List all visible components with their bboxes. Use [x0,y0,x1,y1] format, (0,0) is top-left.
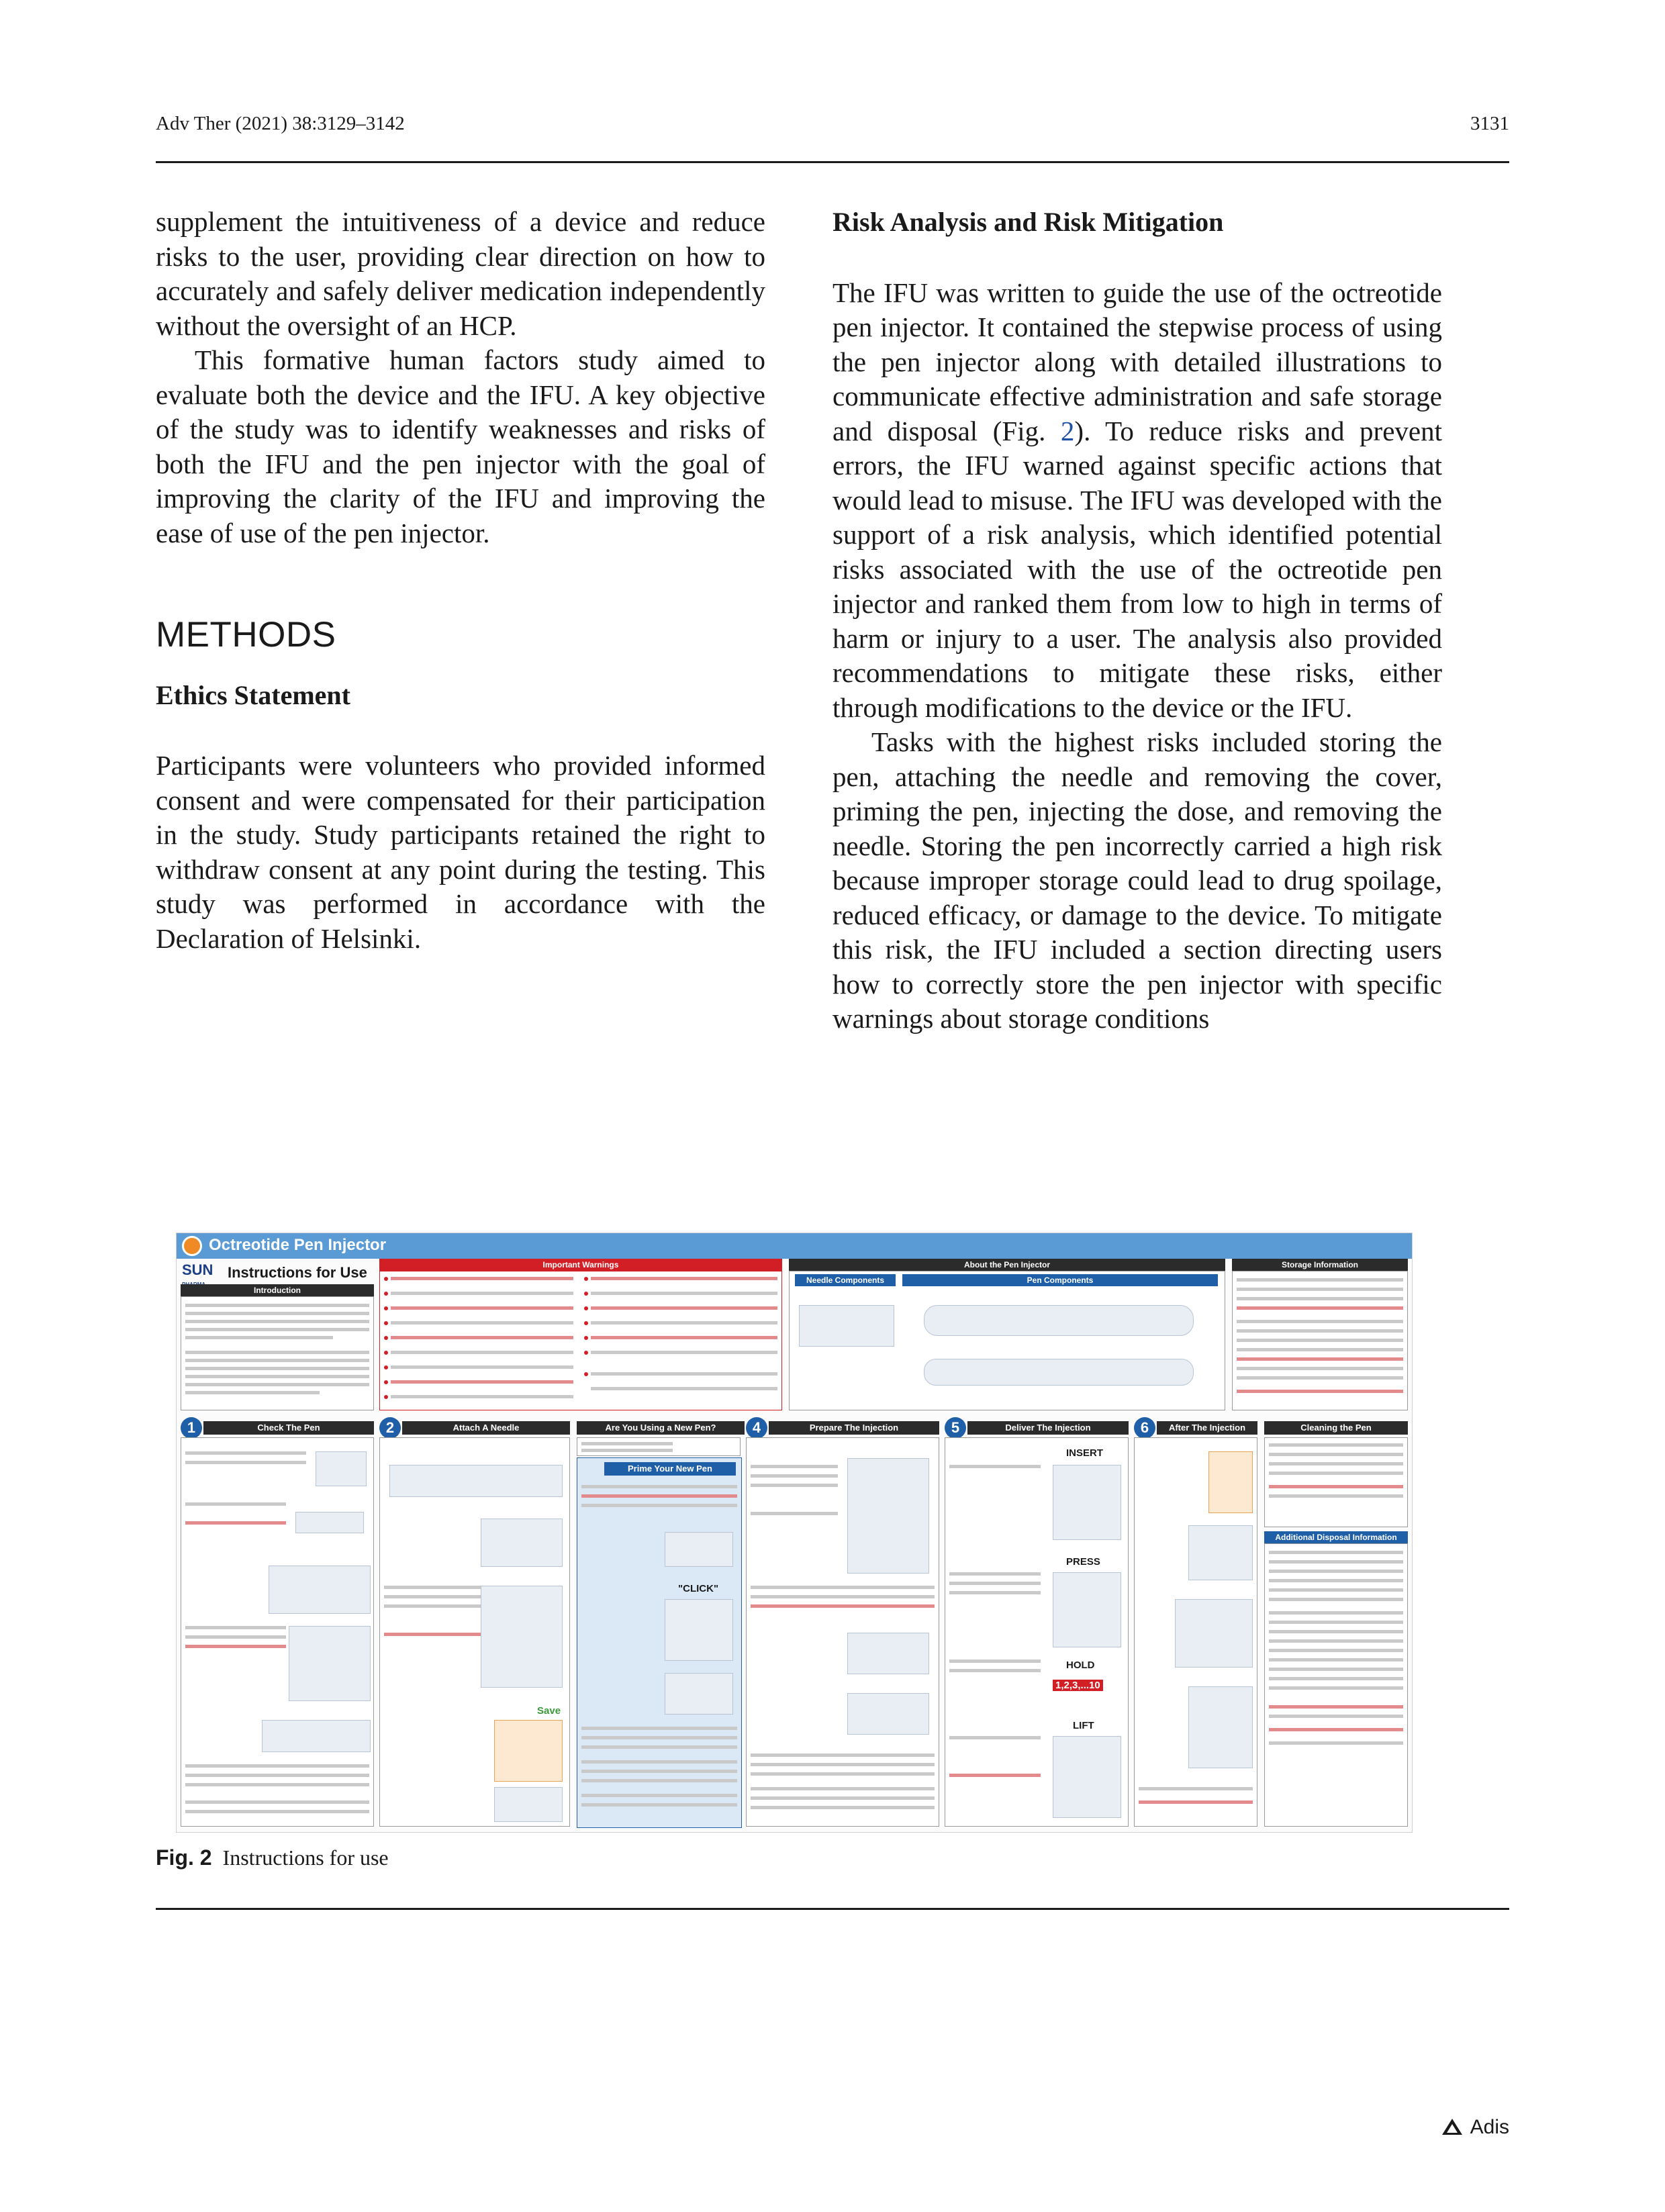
new-pen-question-panel [577,1437,741,1456]
paragraph: Tasks with the highest risks included storing the pen, attaching the needle and removing the cover, priming the pen, injecting the dose, and removing the needle. Storing the pen incorrectly carried a high risk because improper storage could lead to drug spoilage, reduced efficacy, or damage to the device. To mitigate this risk, the IFU included a section directing users how to correctly store the pen injector with specific warnings about storage conditions [832,726,1442,1034]
section-heading: METHODS [156,615,336,655]
wash-hands-illustration [316,1451,367,1486]
about-pen-panel [789,1271,1225,1410]
publisher-logo: Adis [1442,2116,1509,2139]
disposal-panel [1264,1543,1408,1827]
thick-line-illustration [262,1720,371,1752]
paragraph: The IFU was written to guide the use of the octreotide pen injector. It contained the stepwise process of using the pen injector along with detailed illustrations to communicate effective administration and safe storage and disposal (Fig. 2). To reduce risks and prevent errors, the IFU warned against specific actions that would lead to misuse. The IFU was developed with the support of a risk analysis, which identified potential risks associated with the use of the octreotide pen injector and ranked them from low to high in terms of harm or injury to a user. The analysis also provided recommendations to mitigate these risks, either through modifications to the device or the IFU. [832,277,1442,723]
step-6-header: After The Injection [1157,1421,1257,1435]
needle-components-header: Needle Components [795,1274,896,1286]
lift-label: LIFT [1073,1720,1094,1731]
ifu-banner [177,1233,1412,1259]
page-number: 3131 [1470,113,1509,134]
adis-triangle-icon [1442,2119,1462,2135]
attach-needle-illustration [481,1586,563,1688]
medication-stream-illustration [665,1673,733,1715]
pen-cap-back-illustration [1188,1686,1253,1768]
introduction-header: Introduction [181,1284,374,1296]
press-label: PRESS [1066,1556,1100,1568]
header-rule [156,161,1509,163]
step-5-panel [945,1437,1129,1827]
step-2-header: Attach A Needle [402,1421,570,1435]
figure-reference-link[interactable]: 2 [1060,415,1075,446]
pen-components-header: Pen Components [902,1274,1218,1286]
right-column [832,205,1442,1037]
step-4-badge: 4 [746,1417,767,1439]
step-1-panel [181,1437,374,1827]
left-column [156,205,765,956]
insert-needle-illustration [1053,1465,1121,1540]
paragraph: supplement the intuitiveness of a device and reduce risks to the user, providing clear direction on how to accurately and safely deliver medication independently without the oversight of an HCP. [156,206,765,341]
sun-logo-icon [182,1236,202,1256]
ifu-banner-title: Octreotide Pen Injector [209,1236,387,1254]
step-6-panel [1134,1437,1257,1827]
figure-caption-text: Instructions for use [222,1845,389,1870]
warnings-header: Important Warnings [379,1259,782,1271]
step-4-panel [746,1437,939,1827]
introduction-panel [181,1296,374,1410]
step-2-badge: 2 [379,1417,401,1439]
press-button-illustration [665,1599,733,1661]
step-3-panel [577,1457,742,1828]
step-5-header: Deliver The Injection [967,1421,1129,1435]
replace-cover-illustration [1208,1451,1253,1513]
pen-label-illustration [295,1512,364,1533]
subsection-heading: Risk Analysis and Risk Mitigation [832,207,1224,237]
cleaning-header: Cleaning the Pen [1264,1421,1408,1435]
figure-label: Fig. 2 [156,1845,212,1870]
step-4-header: Prepare The Injection [769,1421,939,1435]
wipe-seal-illustration [481,1519,563,1567]
pen-front-illustration [924,1305,1194,1336]
sharps-container-illustration [1175,1599,1253,1668]
hold-label: HOLD [1066,1660,1095,1671]
disposal-header: Additional Disposal Information [1264,1531,1408,1543]
dial-dose-illustration [847,1693,929,1735]
count-label: 1,2,3,...10 [1053,1680,1103,1691]
new-pen-question-header: Are You Using a New Pen? [577,1421,745,1435]
footer-rule [156,1908,1509,1910]
ifu-figure [176,1233,1413,1833]
check-medication-illustration [289,1626,371,1701]
insert-label: INSERT [1066,1447,1104,1459]
save-cover-label: Save [537,1705,561,1717]
brand-logo: SUN [182,1261,213,1278]
inner-cover-illustration [494,1787,563,1822]
prime-dose-illustration [665,1532,733,1567]
paragraph: This formative human factors study aimed to evaluate both the device and the IFU. A key objective of the study was to identify weaknesses and risks of both the IFU and the pen injector with the goal of improving the clarity of the IFU and improving the ease of use of the pen injector. [156,344,765,548]
warnings-panel [379,1271,782,1410]
alcohol-swab-illustration [847,1633,929,1674]
press-dose-illustration [1053,1572,1121,1647]
pen-side-illustration [924,1359,1194,1386]
ifu-title: Instructions for Use [228,1264,367,1281]
figure-caption [156,1845,389,1870]
storage-header: Storage Information [1232,1259,1408,1271]
injection-sites-illustration [847,1458,929,1574]
outer-cover-illustration [494,1720,563,1782]
step-6-badge: 6 [1134,1417,1155,1439]
paragraph: Participants were volunteers who provided informed consent and were compensated for their participation in the study. Study participants retained the right to withdraw consent at any point during the testing. This study was performed in accordance with the Declaration of Helsinki. [156,750,765,954]
step-3-header: Prime Your New Pen [604,1462,736,1476]
about-pen-header: About the Pen Injector [789,1259,1225,1271]
cleaning-panel [1264,1437,1408,1527]
journal-citation: Adv Ther (2021) 38:3129–3142 [156,113,405,134]
step-1-header: Check The Pen [203,1421,374,1435]
supplies-illustration [389,1465,563,1497]
storage-panel [1232,1271,1408,1410]
click-label: "CLICK" [678,1583,719,1594]
unscrew-needle-illustration [1188,1525,1253,1580]
step-2-panel [379,1437,570,1827]
needle-illustration [799,1305,894,1347]
pull-cap-illustration [269,1566,371,1614]
lift-pen-illustration [1053,1736,1121,1818]
step-5-badge: 5 [945,1417,966,1439]
subsection-heading: Ethics Statement [156,679,350,710]
running-head [156,113,1509,140]
step-1-badge: 1 [181,1417,202,1439]
